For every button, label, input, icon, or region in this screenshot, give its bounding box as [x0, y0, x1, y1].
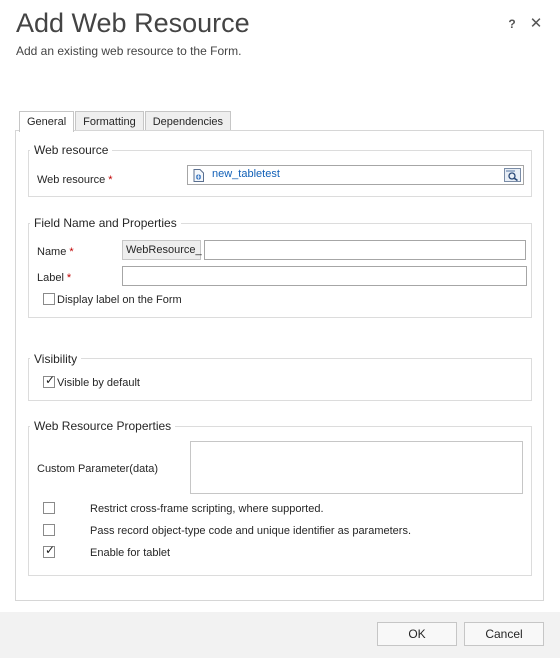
pass-record-checkbox[interactable] — [43, 524, 55, 536]
ok-button[interactable]: OK — [377, 622, 457, 646]
web-resource-lookup[interactable] — [187, 165, 524, 185]
tab-dependencies[interactable]: Dependencies — [145, 111, 231, 131]
dialog-title: Add Web Resource — [16, 8, 250, 38]
help-icon[interactable]: ? — [508, 17, 516, 31]
enable-for-tablet-checkbox[interactable] — [43, 543, 56, 558]
close-icon[interactable]: ✕ — [529, 15, 543, 32]
display-label-checkbox[interactable] — [43, 293, 55, 305]
pass-record-text: Pass record object-type code and unique identifier as parameters. — [90, 525, 412, 537]
label-input[interactable] — [122, 266, 527, 286]
custom-parameter-label: Custom Parameter(data) — [37, 463, 159, 475]
restrict-cross-frame-checkbox[interactable] — [43, 502, 55, 514]
custom-parameter-textarea[interactable] — [190, 441, 523, 494]
enable-for-tablet-text: Enable for tablet — [90, 547, 171, 559]
dialog-footer — [0, 612, 560, 658]
required-mark: * — [108, 174, 113, 186]
required-mark: * — [69, 246, 74, 258]
name-input[interactable] — [204, 240, 526, 260]
web-resource-file-icon — [193, 169, 204, 181]
label-label-text: Label — [37, 272, 64, 284]
required-mark: * — [66, 272, 72, 284]
visible-by-default-text: Visible by default — [57, 377, 140, 389]
cancel-button[interactable]: Cancel — [464, 622, 544, 646]
lookup-search-icon[interactable] — [504, 168, 521, 182]
tab-formatting[interactable]: Formatting — [75, 111, 144, 131]
tab-general[interactable]: General — [19, 111, 74, 132]
restrict-cross-frame-text: Restrict cross-frame scripting, where supported. — [90, 503, 324, 515]
web-resource-section-title: Web resource — [30, 143, 112, 157]
check-icon: ✓ — [45, 543, 56, 557]
name-label-text: Name — [37, 246, 67, 258]
web-resource-label — [37, 174, 113, 186]
dialog-subtitle: Add an existing web resource to the Form. — [16, 44, 242, 58]
check-icon: ✓ — [45, 373, 56, 387]
display-label-text: Display label on the Form — [57, 294, 182, 306]
name-label — [37, 246, 74, 258]
properties-section-title: Web Resource Properties — [30, 419, 175, 433]
tab-bar — [19, 111, 232, 131]
label-label — [37, 272, 71, 284]
name-prefix: WebResource_ — [122, 240, 201, 260]
web-resource-value-link[interactable]: new_tabletest — [212, 168, 280, 180]
field-name-section-title: Field Name and Properties — [30, 216, 181, 230]
web-resource-label-text: Web resource — [37, 174, 106, 186]
visible-by-default-checkbox[interactable] — [43, 373, 56, 388]
visibility-section-title: Visibility — [30, 352, 81, 366]
